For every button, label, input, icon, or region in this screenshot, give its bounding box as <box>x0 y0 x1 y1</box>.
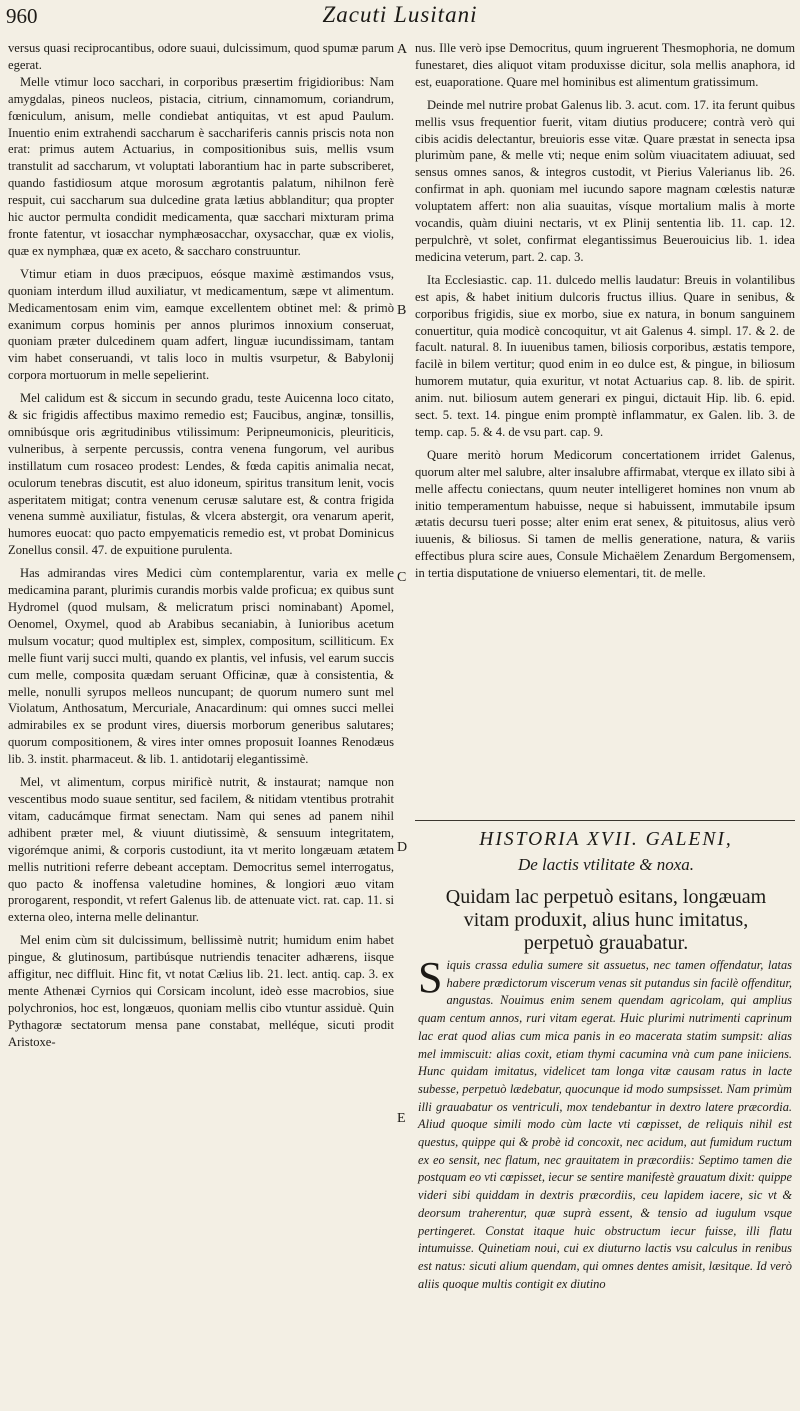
left-paragraph-2: Melle vtimur loco sacchari, in corporibus præsertim frigidioribus: Nam amygdalas, pineos nucleos, pistacia, citrium, cinnamomum, coriandrum, fœniculum, anisum, melle condiebat antiquitas, vt est apud Paulum. Inuentio enim extrahendi saccharum è sacchariferis cannis priscis nota non erat: primus autem Actuarius, in compositionibus suis, mellis vsum transtulit ad saccharum, vt voluptati laborantium hac in parte subscriberet, quando fastidiosum atque morosum ægrotantis palatum, nihilnon ferè respuit, cui saccharum sua dulcedine grata lætius abblanditur; qua propter hic auctor permulta condidit medicamenta, quæ sacchari mixturam prima fronte fatentur, vt iosacchar nymphæosacchar, oxysacchar, quæ ex violis, quæ ex nymphæa, quæ ex aceto, & saccharo construuntur. <box>8 74 394 258</box>
left-paragraph-6: Mel, vt alimentum, corpus mirificè nutrit, & instaurat; namque non vescentibus modo suaue sentitur, sed facilem, & nitidam vtentibus protrahit vitam, caducámque firmat senectam. Nam qui senes ad panem nihil adhibent præter mel, & viuunt diutissimè, & sensuum integritatem, vigorémque animi, & corporis custodiunt, ita vt merito longæuam ætatem mellis nutritioni referre debeant acceptam. Democritus semel interrogatus, quo pacto & inoffensa valetudine homines, & longiori æuo vitam prorogarent, respondit, vt refert Galenus lib. de attenuate vict. rat. cap. 11. si externa oleo, interna melle delinantur. <box>8 775 394 925</box>
left-paragraph-1: versus quasi reciprocantibus, odore suaui, dulcissimum, quod spumæ parum egerat. <box>8 41 394 72</box>
drop-capital: S <box>418 953 443 1002</box>
margin-marker-b: B <box>397 303 407 318</box>
right-paragraph-3: Ita Ecclesiastic. cap. 11. dulcedo mellis laudatur: Breuis in volantilibus est apis, & habet initium dulcoris fructus illius. Quare in senibus, & corporibus frigidis, siue ex morbo, siue ex natura, in bonum sanguinem conuertitur, quia modicè concoquitur, vt ait Galenus 4. simpl. 17. & 2. de facult. natural. 8. In iuuenibus tamen, biliosis corporibus, æstatis tempore, facilè in bilem vertitur; quod enim in eo dulce est, & pingue, in biliosum humorem mutatur, quia exuritur, vt notat Actuarius cap. 8. lib. de spirit. anim. nut. biliosum autem generari ex pingui, dictauit Hip. lib. 6. epid. sect. 5. text. 14. pingue enim promptè inflammatur, ex Galen. lib. 3. de temp. cap. 5. & 4. de vsu part. cap. 9. <box>415 272 795 439</box>
history-story-text: iquis crassa edulia sumere sit assuetus, nec tamen offendatur, latas habere prædictorum viscerum venas sit putandus sin facilè offenditur, angustas. Nouimus enim senem quendam agricolam, qui amplius quam centum annos, ruri vitam egerat. Huic plurimi nutrimenti caprinum lac erat quod alias cum mica panis in eo macerata statim sumpsit: alias mel immiscuit: alias coxit, etiam thymi cacumina vnà cum pane iniiciens. Hunc quidam imitatus, videlicet tam longa vitæ causam ratus in lacte subesse, perpetuò lædebatur, quocunque id modo sumpsisset. Nam primùm illi grauabatur os ventriculi, mox tendebantur in dextro latere præcordia. Aliud quoque simili modo cùm lacte vti cœpisset, de reliquis nihil est questus, quippe qui & probè id concoxit, nec acidum, aut fumidum ructum ex eo sensit, nec flatum, nec grauitatem in præcordiis: Septimo tamen die postquam eo vti cœpisset, iecur se sentire manifestè grauatum dixit: quippe videri sibi quiddam in dextris præcordiis, ceu lapidem iacere, sic vt & deorsum traherentur, quæ suprà essent, & tensio ad iugulum vsque pertingeret. Constat itaque huic obstructum iecur fuisse, illi flatu intumuisse. Quinetiam noui, cui ex diuturno lactis vsu calculus in renibus est natus: sicuti alium quendam, qui omnes dentes amisit, læsitque. Id verò aliis quoque multis contigit ex diutino <box>418 958 792 1291</box>
running-title: Zacuti Lusitani <box>322 2 478 27</box>
right-column <box>415 40 795 582</box>
margin-marker-c: C <box>397 570 407 585</box>
left-paragraph-3: Vtimur etiam in duos præcipuos, eósque maximè æstimandos vsus, quoniam interdum illud auxiliatur, vt medicamentum, sæpe vt alimentum. Medicamentosam enim vim, eamque excellentem obtinet mel: & primò exanimum corpus hominis per annos plurimos innoxium conseruat, quoniam præter dulcedinem quam adfert, linguæ iucundissimam, tantam vim habet conseruandi, vt talis loco in multis vsurpetur, & Babylonij corpora mortuorum in melle sepelierint. <box>8 266 394 383</box>
history-story <box>418 953 792 1293</box>
left-column <box>8 40 394 1051</box>
lemma-line-1: Quidam lac perpetuò esitans, longæuam <box>445 886 767 908</box>
lemma-line-2: vitam produxit, alius hunc imitatus, <box>463 909 749 931</box>
left-paragraph-5: Has admirandas vires Medici cùm contemplarentur, varia ex melle medicamina parant, plurimis curandis morbis valde proficua; ex quibus sunt Hydromel (quod mulsam, & melicratum prisci nominabant) Apomel, Oenomel, Oxymel, quod ab Arabibus secaniabin, à Iunioribus acetum mulsum vocatur; quod multiplex est, simplex, compositum, scilliticum. Ex melle fiunt varij succi multi, quando ex plantis, vel infusis, vel earum succis cum melle, composita quædam seruant Officinæ, quæ à consistentia, & melle, nonulli syrupos melleos nuncupant; de quorum numero sunt mel Violatum, Anthosatum, Mercuriale, Anacardinum: qui omnes succi mellei admirabiles ex se produnt vires, diuersis morborum generibus salutares; quorum compositionem, & vires inter omnes proposuit Ioannes Renodæus lib. 3. instit. pharmaceut. & lib. 1. antidotarij elegantissimè. <box>8 566 394 767</box>
margin-marker-a: A <box>397 42 408 57</box>
history-subtitle: De lactis vtilitate & noxa. <box>517 855 695 874</box>
margin-marker-e: E <box>397 1111 406 1126</box>
right-paragraph-4: Quare meritò horum Medicorum concertationem irridet Galenus, quorum alter mel salubre, alter insalubre affirmabat, vterque ex illato sibi à melle affectu coniectans, quum neuter intelligeret homines non vnum ab initio temperamentum habuisse, neque si habuissent, immutabile ipsum ætatis decursu tueri posse; alter enim erat senex, & pituitosus, alius verò iuuenis, & biliosus. Si tamen de mellis generatione, natura, & variis effectibus plura scire aues, Consule Michaëlem Zenardum Bergomensem, in tertia disputatione de vniuerso elementari, tit. de melle. <box>415 447 795 581</box>
left-paragraph-4: Mel calidum est & siccum in secundo gradu, teste Auicenna loco citato, & sic frigidis affectibus maximo remedio est; Faucibus, anginæ, tonsillis, omnibúsque oris ægritudinibus vtilissimum: Peripneumonicis, pleuriticis, vulneribus, à serpente percussis, contra venena fungorum, vel auribus instillatum cum rosaceo prodest: Lendes, & fœda capitis animalia necat, oculorum tenebras discutit, est aluo idoneum, spiritus transitum lenit, vocis asperitatem mitigat; contra venenum cerusæ salutare est, & contra frigida venena summè auxiliatur, fistulas, & vlcera abstergit, ora venarum aperit, humores euocat: quo pacto empyematicis remedio est, vt probat Dominicus Zonellus consil. 47. de expuitione purulenta. <box>8 391 394 558</box>
page-number: 960 <box>6 4 38 28</box>
lemma-line-3: perpetuò grauabatur. <box>523 932 689 954</box>
history-title: HISTORIA XVII. GALENI, <box>479 829 733 850</box>
left-paragraph-7: Mel enim cùm sit dulcissimum, bellissimè nutrit; humidum enim habet pingue, & glutinosum, partibúsque nutriendis tenaciter adhærens, iisque affigitur, nec diffluit. Hinc fit, vt notat Cælius lib. 21. lect. antiq. cap. 3. ex mente Athenæi Cyrnios qui Corsicam incolunt, ideò esse macrobios, siue polychronios, hoc est, longæuos, quoniam mellis cibo vtuntur assiduè. Quin Pythagoræ sectatorum mensa pane constabat, melléque, sicuti prodit Aristoxe- <box>8 933 394 1049</box>
section-divider <box>415 820 795 821</box>
right-paragraph-2: Deinde mel nutrire probat Galenus lib. 3. acut. com. 17. ita ferunt quibus mellis vsus frequentior fuerit, vitam diutius producere; contrà verò qui cibis acidis delectantur, breuioris esse vitæ. Quare præstat in senecta ipsa plurimùm pane, & melle vti; neque enim solùm viuacitatem adiuuat, sed sensus omnes sanos, & integros custodit, vt Pierius Valerianus lib. 26. confirmat in aph. quoniam mel iucundo sapore magnam cœlestis naturæ voluptatem affert: non alia suauitas, vísque mortalium malis à morte vocandis, quàm diuini nectaris, vt ex Plinij sententia lib. 11. cap. 12. perpulchrè, vt solet, confirmat elegantissimus Beuerouicius lib. 1. idea medicina veterum, part. 2. cap. 3. <box>415 97 795 264</box>
right-paragraph-1: nus. Ille verò ipse Democritus, quum ingruerent Thesmophoria, ne domum funestaret, dies aliquot vitam produxisse dicitur, sola mellis anaphora, id est, euaporatione. Quare mel hominibus est alimentum gratissimum. <box>415 41 795 89</box>
margin-marker-d: D <box>397 840 408 855</box>
